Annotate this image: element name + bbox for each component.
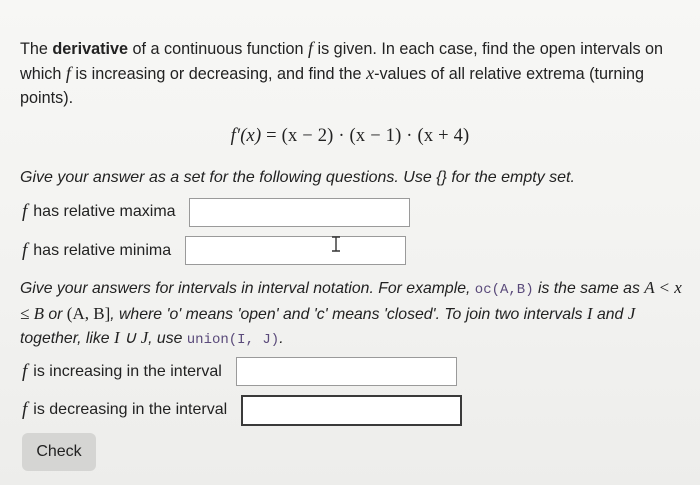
intro-bold: derivative xyxy=(52,40,128,58)
intro-text: is increasing or decreasing, and find the xyxy=(70,65,367,83)
math-union: I ∪ J xyxy=(113,328,149,347)
function-symbol: f xyxy=(22,361,28,382)
increasing-input[interactable] xyxy=(236,357,457,386)
intro-text: is given. In each case, find the open intervals on which xyxy=(20,40,664,83)
x-variable: x xyxy=(366,63,375,83)
function-symbol: f xyxy=(65,63,71,83)
minima-label: has relative minima xyxy=(33,242,172,259)
problem-statement xyxy=(20,36,685,110)
interval-instructions: Give your answers for intervals in interval notation. For example, oc(A,B) is the same as A < x ≤ B or (A, B], where 'o' means 'open' and 'c' means 'closed'. To join two intervals I and J together, like I ∪ J, use union(I, J). xyxy=(20,278,682,348)
formula-equals: = xyxy=(261,126,282,146)
maxima-label: has relative maxima xyxy=(33,203,176,220)
text-cursor-icon xyxy=(330,236,342,252)
minima-row xyxy=(22,237,171,265)
math-interval-j: J xyxy=(627,304,636,323)
decreasing-input[interactable] xyxy=(241,395,462,426)
code-example: union(I, J) xyxy=(186,332,280,348)
derivative-formula xyxy=(0,126,700,147)
maxima-row xyxy=(22,198,176,226)
formula-rhs: (x − 2) · (x − 1) · (x + 4) xyxy=(281,126,470,146)
increasing-row xyxy=(22,358,222,386)
math-inequality: A < x ≤ B xyxy=(20,278,682,323)
intro-text: The xyxy=(20,40,53,58)
decreasing-label: is decreasing in the interval xyxy=(33,401,228,418)
math-interval-i: I xyxy=(586,304,593,323)
set-instructions: Give your answer as a set for the following questions. Use {} for the empty set. xyxy=(20,169,575,186)
function-symbol: f xyxy=(22,240,28,261)
function-symbol: f xyxy=(307,38,313,58)
code-example: oc(A,B) xyxy=(474,282,534,298)
function-symbol: f xyxy=(22,201,28,222)
formula-lhs: f′(x) xyxy=(230,126,262,146)
decreasing-row xyxy=(22,396,227,424)
function-symbol: f xyxy=(22,399,28,420)
increasing-label: is increasing in the interval xyxy=(33,363,222,380)
minima-input[interactable] xyxy=(185,236,406,265)
check-button[interactable]: Check xyxy=(22,433,96,471)
intro-text: -values of all relative extrema (turning points). xyxy=(20,65,644,107)
intro-text: of a continuous function xyxy=(128,40,308,58)
math-interval: (A, B] xyxy=(66,304,111,323)
maxima-input[interactable] xyxy=(189,198,410,227)
